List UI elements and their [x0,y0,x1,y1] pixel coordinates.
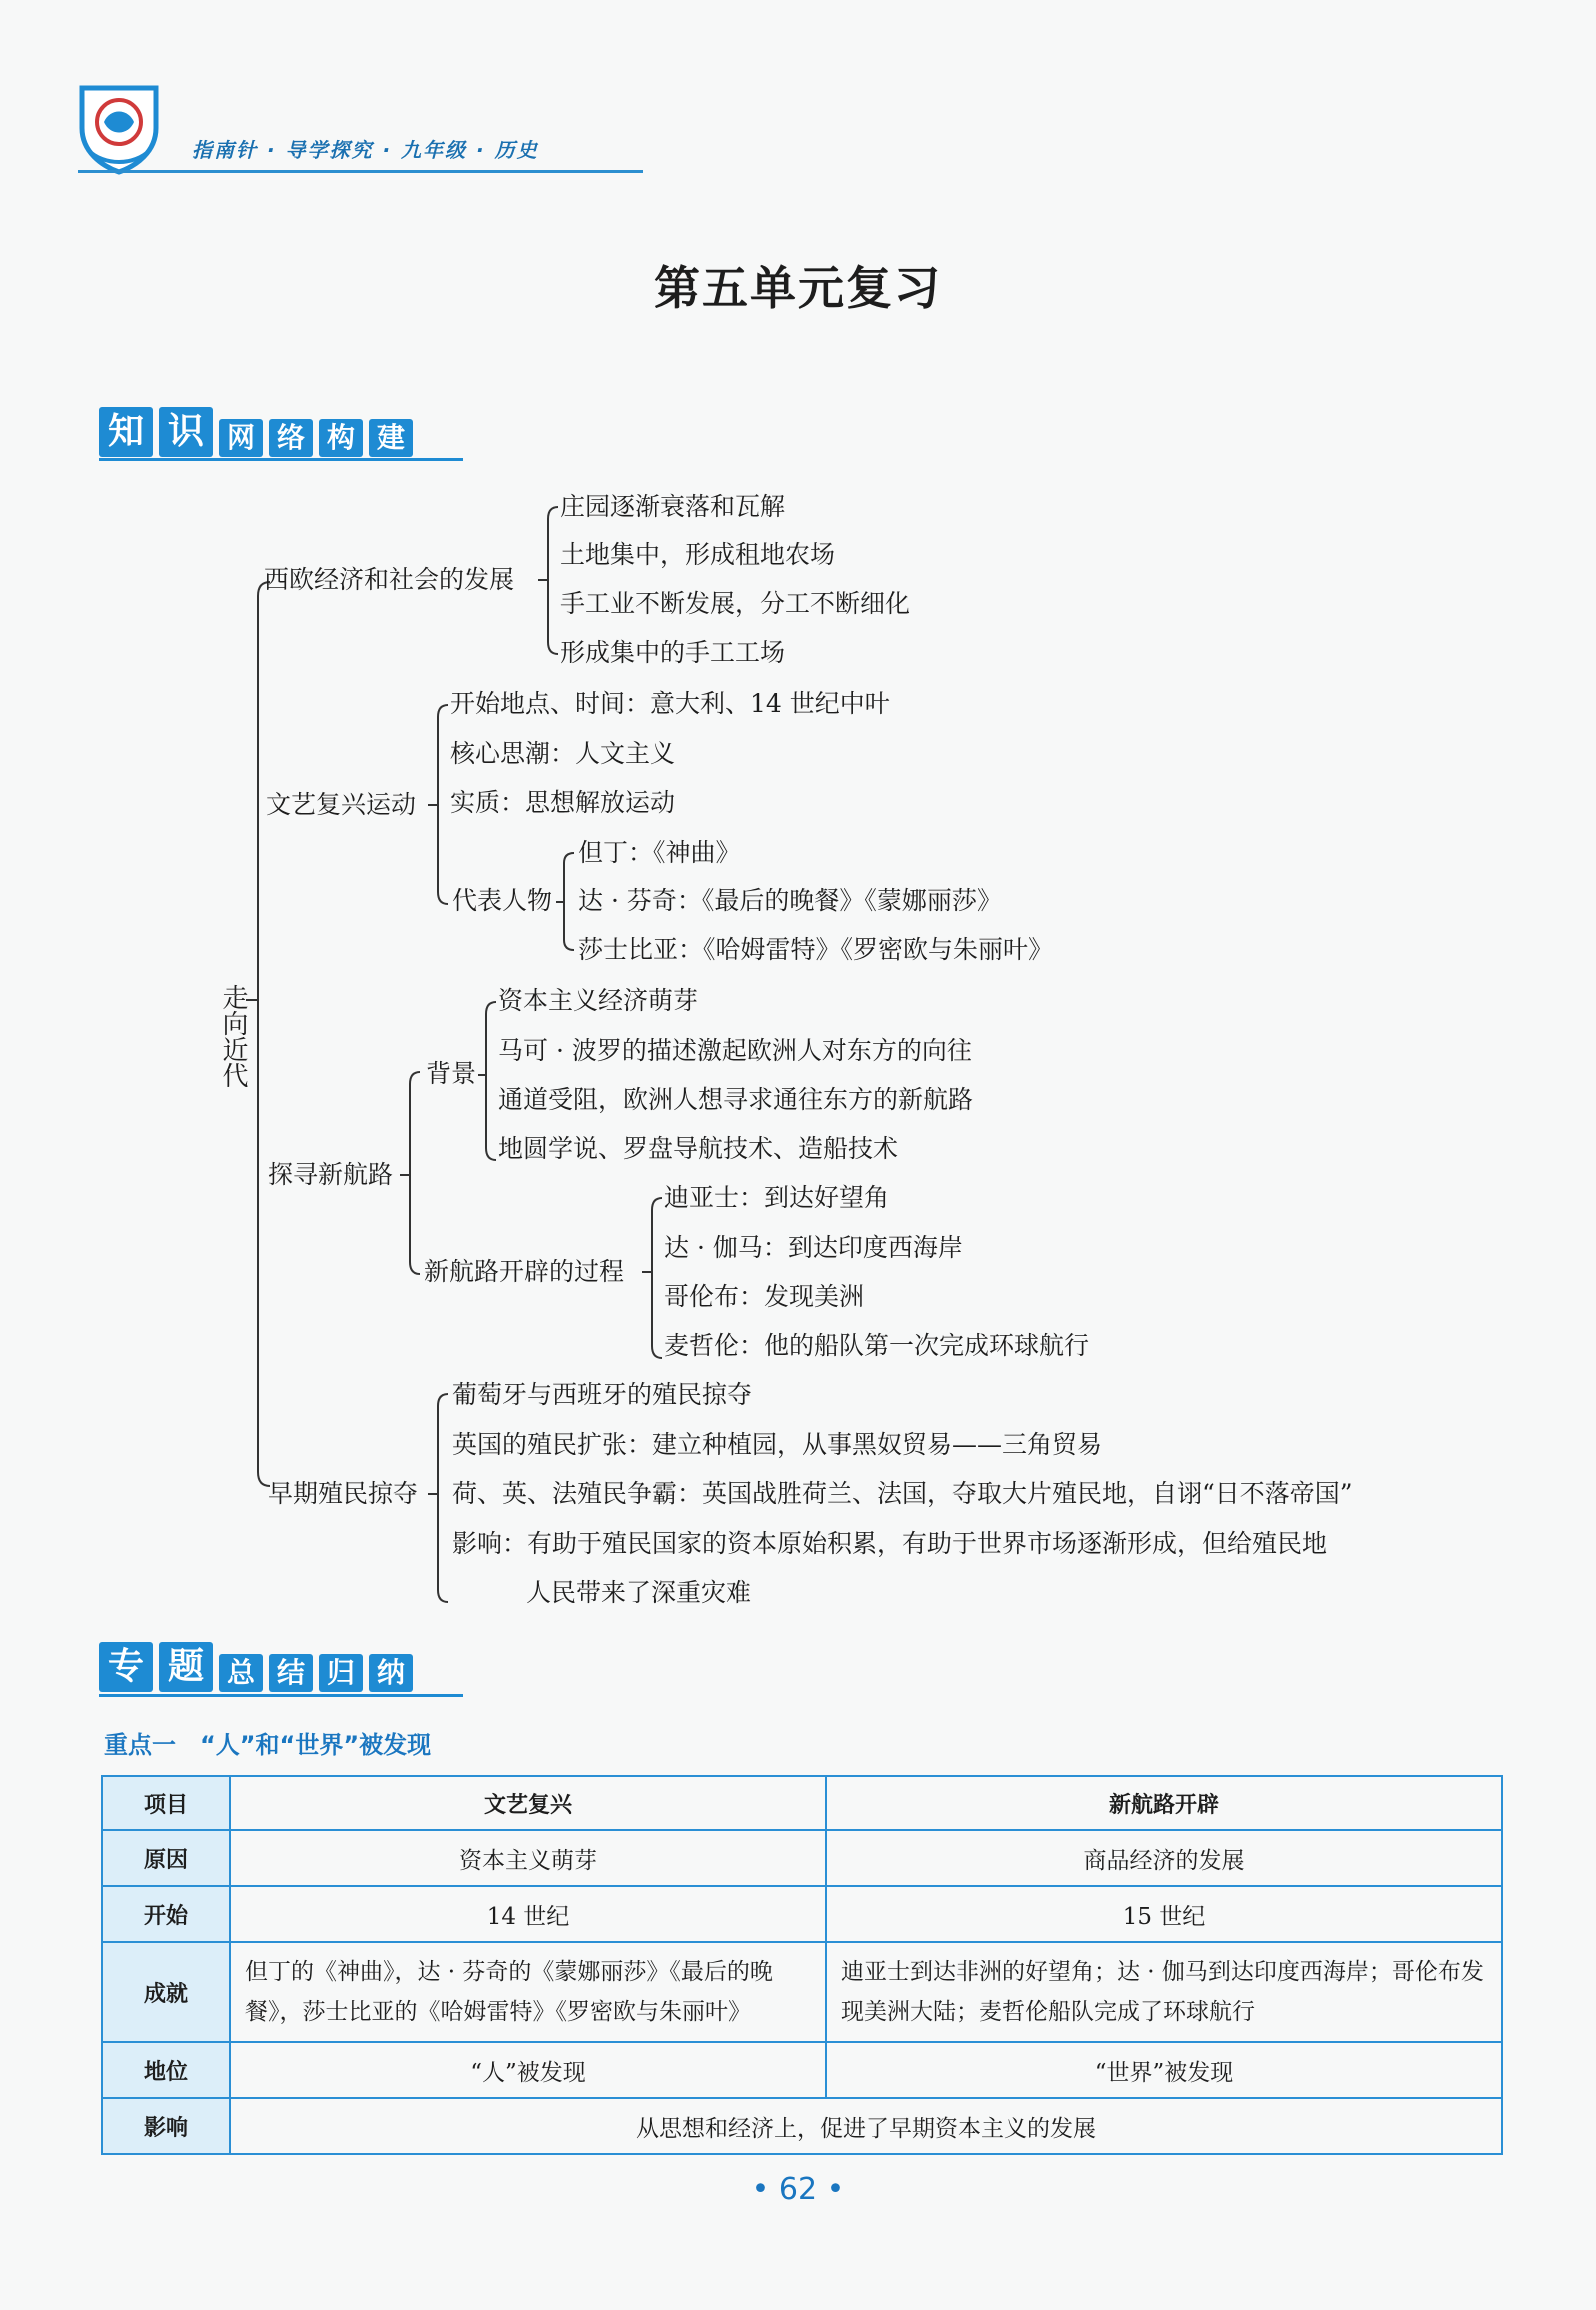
branch-item: 达 · 芬奇：《最后的晚餐》《蒙娜丽莎》 [578,886,1002,915]
branch-item: 手工业不断发展，分工不断细化 [560,589,911,618]
branch-item: 葡萄牙与西班牙的殖民掠夺 [452,1380,753,1409]
branch-item: 通道受阻，欧洲人想寻求通往东方的新航路 [498,1085,974,1114]
table-cell-merged: 从思想和经济上，促进了早期资本主义的发展 [230,2098,1502,2154]
table-cell: 15 世纪 [826,1886,1502,1942]
page-title: 第五单元复习 [654,261,942,315]
branch-item: 土地集中，形成租地农场 [560,540,836,569]
section-char: 题 [159,1642,213,1692]
section-char: 归 [319,1654,363,1692]
row-label: 影响 [102,2098,230,2154]
table-row [102,2098,1502,2154]
branch-item: 达 · 伽马：到达印度西海岸 [664,1233,963,1262]
comparison-table [101,1775,1503,2155]
page-number: • 62 • [751,2172,845,2207]
section-char: 知 [99,407,153,457]
section-char: 建 [369,419,413,457]
row-label: 地位 [102,2042,230,2098]
table-cell: “世界”被发现 [826,2042,1502,2098]
table-row [102,1886,1502,1942]
table-cell: “人”被发现 [230,2042,826,2098]
branch-item: 实质：思想解放运动 [450,788,676,817]
section-char: 构 [319,419,363,457]
branch-item: 但丁：《神曲》 [578,838,741,867]
branch-sub-label: 代表人物 [452,886,553,915]
branch-item: 莎士比亚：《哈姆雷特》《罗密欧与朱丽叶》 [578,935,1054,964]
section-char: 总 [219,1654,263,1692]
branch-item: 庄园逐渐衰落和瓦解 [560,492,786,521]
branch-item: 人民带来了深重灾难 [526,1578,752,1607]
table-row [102,1830,1502,1886]
branch-item: 影响：有助于殖民国家的资本原始积累，有助于世界市场逐渐形成，但给殖民地 [452,1529,1328,1558]
branch-item: 荷、英、法殖民争霸：英国战胜荷兰、法国，夺取大片殖民地，自诩“日不落帝国” [452,1479,1353,1508]
section-heading-topic-summary [99,1642,419,1692]
section-char: 结 [269,1654,313,1692]
branch-label-west-europe: 西欧经济和社会的发展 [264,565,515,594]
table-cell: 14 世纪 [230,1886,826,1942]
branch-sub-label: 背景 [426,1059,477,1088]
section-char: 专 [99,1642,153,1692]
table-cell: 迪亚士到达非洲的好望角；达 · 伽马到达印度西海岸；哥伦布发现美洲大陆；麦哲伦船队完成了环球航行 [826,1942,1502,2042]
table-cell: 但丁的《神曲》，达 · 芬奇的《蒙娜丽莎》《最后的晚餐》，莎士比亚的《哈姆雷特》《罗密欧与朱丽叶》 [230,1942,826,2042]
branch-label-renaissance: 文艺复兴运动 [266,790,417,819]
section-char: 识 [159,407,213,457]
row-label: 原因 [102,1830,230,1886]
branch-item: 麦哲伦：他的船队第一次完成环球航行 [664,1331,1090,1360]
topic-title: 重点一 “人”和“世界”被发现 [104,1731,432,1759]
table-row [102,2042,1502,2098]
branch-label-colonial-plunder: 早期殖民掠夺 [268,1479,419,1508]
branch-item: 英国的殖民扩张：建立种植园，从事黑奴贸易——三角贸易 [452,1430,1103,1459]
section-char: 网 [219,419,263,457]
branch-item: 马可 · 波罗的描述激起欧洲人对东方的向往 [498,1036,972,1065]
branch-item: 资本主义经济萌芽 [498,986,699,1015]
branch-item: 形成集中的手工工场 [560,638,786,667]
branch-sub-label: 新航路开辟的过程 [424,1257,625,1286]
branch-item: 核心思潮：人文主义 [450,739,676,768]
table-header-cell: 新航路开辟 [826,1776,1502,1830]
row-label: 开始 [102,1886,230,1942]
row-label: 成就 [102,1942,230,2042]
mindmap-root [218,984,248,1095]
table-cell: 资本主义萌芽 [230,1830,826,1886]
section-underline [99,1694,463,1697]
branch-label-new-routes: 探寻新航路 [268,1160,394,1189]
table-header-cell: 项目 [102,1776,230,1830]
branch-item: 哥伦布：发现美洲 [664,1282,865,1311]
branch-item: 开始地点、时间：意大利、14 世纪中叶 [450,689,890,718]
table-header-cell: 文艺复兴 [230,1776,826,1830]
table-header-row [102,1776,1502,1830]
series-header-text: 指南针 · 导学探究 · 九年级 · 历史 [192,138,539,162]
table-row [102,1942,1502,2042]
branch-item: 地圆学说、罗盘导航技术、造船技术 [498,1134,899,1163]
table-cell: 商品经济的发展 [826,1830,1502,1886]
section-char: 络 [269,419,313,457]
section-char: 纳 [369,1654,413,1692]
branch-item: 迪亚士：到达好望角 [664,1183,890,1212]
mindmap-root-text: 走向近代 [218,984,248,1088]
